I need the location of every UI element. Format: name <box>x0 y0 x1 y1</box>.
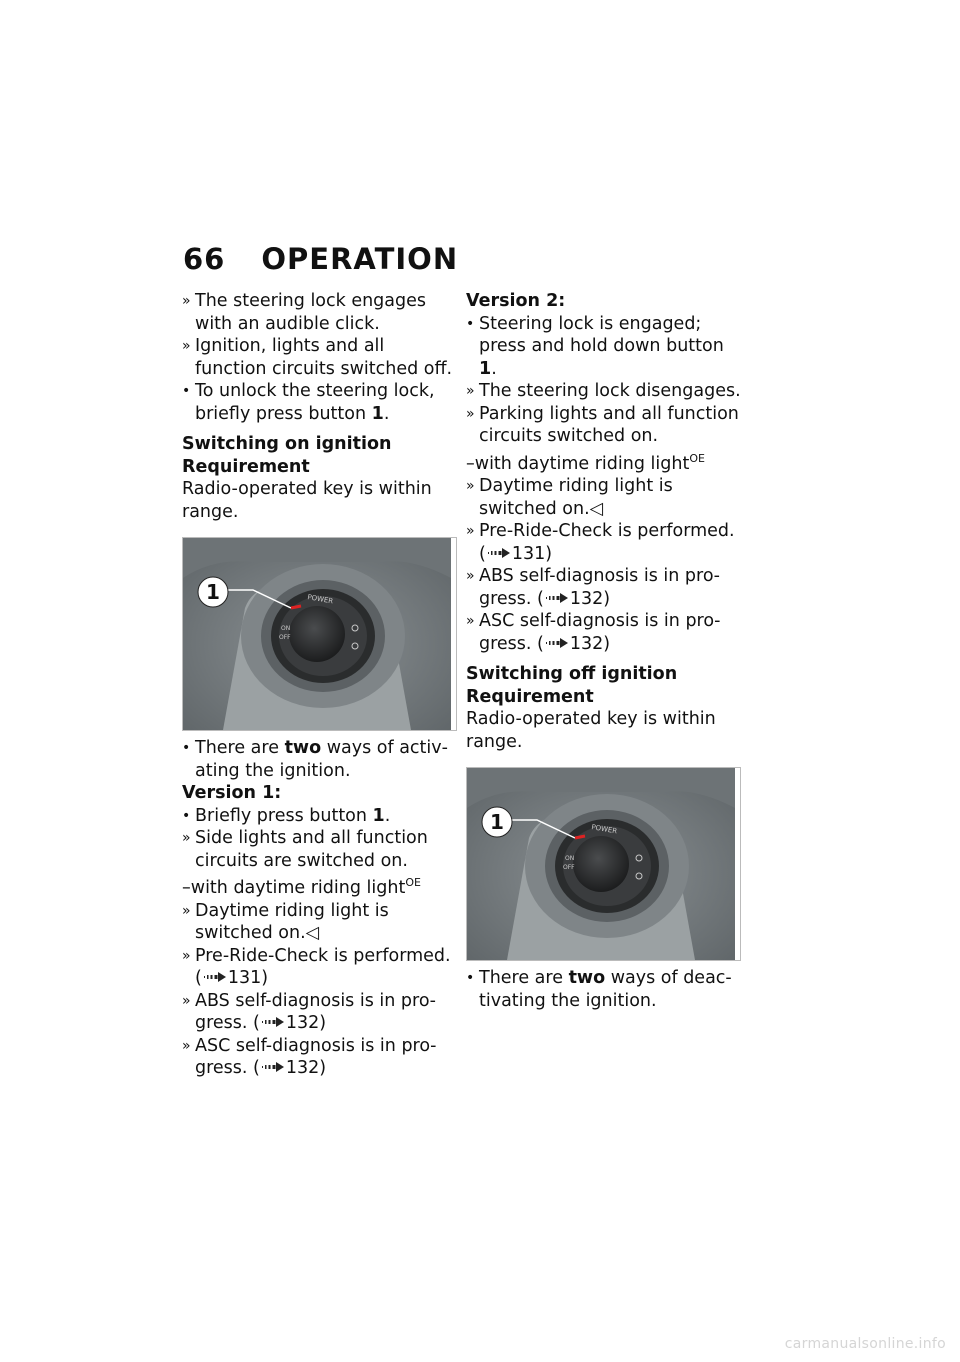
page-ref[interactable]: 132 <box>285 1058 320 1078</box>
section-heading: Switching on ignition <box>182 434 392 454</box>
list-item-text: The steering lock disengages. <box>479 381 741 401</box>
list-item-text <box>479 967 741 1012</box>
off-label: OFF <box>563 864 575 871</box>
page-ref-arrow-icon <box>260 1015 286 1029</box>
result-marker: » <box>466 478 475 494</box>
power-label: POWER <box>590 823 618 836</box>
page-ref-arrow-icon <box>260 1060 286 1074</box>
text-run: Daytime riding light is switched on. <box>195 900 389 943</box>
result-marker: » <box>466 383 475 399</box>
condition-text: –with daytime riding light <box>466 453 690 474</box>
requirement-text: Radio-operated key is within range. <box>182 479 432 522</box>
bullet-marker: • <box>182 740 191 756</box>
ignition-button-illustration <box>183 538 451 730</box>
list-item <box>466 565 741 610</box>
list-item <box>182 827 457 872</box>
bullet-marker: • <box>182 383 191 399</box>
oe-badge: OE <box>405 876 421 889</box>
button-ref: 1 <box>371 403 384 424</box>
page-ref-arrow-icon <box>544 636 570 650</box>
text-run: Pre-Ride-Check is performed. <box>479 521 735 541</box>
result-marker: » <box>466 568 475 584</box>
bullet-marker: • <box>466 315 475 332</box>
power-label: POWER <box>306 593 334 606</box>
list-item <box>466 403 741 448</box>
text-run: . <box>383 403 390 424</box>
page-ref-arrow-icon <box>202 970 228 984</box>
result-marker: » <box>182 902 191 919</box>
result-marker: » <box>182 830 191 846</box>
list-item <box>182 990 457 1035</box>
end-mark: ◁ <box>589 498 604 519</box>
text-run: There are <box>479 968 569 988</box>
text-run: . <box>491 358 497 379</box>
oe-badge: OE <box>689 451 705 465</box>
list-item <box>182 945 457 990</box>
right-column <box>466 290 741 1012</box>
list-item-text <box>479 475 741 520</box>
page-ref[interactable]: 132 <box>285 1013 320 1033</box>
page-header <box>183 242 458 276</box>
text-run: Pre-Ride-Check is performed. <box>195 945 451 966</box>
list-item <box>182 805 457 828</box>
result-marker: » <box>182 338 191 354</box>
button-ref: 1 <box>372 805 385 826</box>
callout-number: 1 <box>490 810 504 834</box>
text-run: There are <box>195 738 285 758</box>
version-2-heading: Version 2: <box>466 291 566 311</box>
requirement-text: Radio-operated key is within range. <box>466 709 716 752</box>
emphasis: two <box>568 968 606 988</box>
list-item <box>182 1035 457 1080</box>
condition-line <box>182 872 457 900</box>
ignition-button-illustration <box>467 768 735 960</box>
button-ref: 1 <box>479 358 492 379</box>
list-item-text: Pre-Ride-Check is performed. ( 131) <box>479 521 735 564</box>
list-item-text: Parking lights and all function circuits switched on. <box>479 403 739 446</box>
page-ref-arrow-icon <box>486 546 512 560</box>
section-title: OPERATION <box>261 242 459 276</box>
list-item <box>182 290 457 335</box>
result-marker: » <box>466 613 475 629</box>
list-item-text <box>479 313 741 381</box>
list-item <box>466 610 741 655</box>
text-run: ways of activating the ignition. <box>195 738 448 781</box>
condition-text: –with daytime riding light <box>182 878 406 898</box>
list-item-text <box>195 380 457 425</box>
on-label: ON <box>281 625 291 632</box>
page-ref[interactable]: 132 <box>569 588 604 609</box>
list-item <box>466 380 741 403</box>
ignition-button-photo <box>182 537 457 731</box>
page-ref[interactable]: 132 <box>569 633 604 654</box>
list-item-text: ABS self-diagnosis is in progress. ( 132) <box>195 990 436 1033</box>
text-run: Daytime riding light is switched on. <box>479 476 673 519</box>
bullet-marker: • <box>182 807 191 824</box>
page-number: 66 <box>183 242 226 276</box>
page-ref-arrow-icon <box>544 591 570 605</box>
watermark-footer: carmanualsonline.info <box>784 1336 946 1352</box>
text-run: Briefly press button <box>195 805 373 826</box>
list-item-text: ABS self-diagnosis is in progress. ( 132) <box>479 566 720 609</box>
result-marker: » <box>182 992 191 1009</box>
result-marker: » <box>182 293 191 309</box>
list-item-text <box>195 805 457 828</box>
text-run: ASC self-diagnosis is in progress. <box>195 1035 437 1078</box>
list-item-text: The steering lock engages with an audible click. <box>195 291 427 334</box>
list-item <box>182 900 457 945</box>
text-run: ways of deactivating the ignition. <box>479 968 732 1011</box>
version-1-heading: Version 1: <box>182 783 282 803</box>
result-marker: » <box>466 523 475 539</box>
result-marker: » <box>466 405 475 422</box>
list-item-text: ASC self-diagnosis is in progress. ( 132) <box>195 1035 437 1078</box>
requirement-label: Requirement <box>182 456 310 477</box>
text-run: Steering lock is engaged; press and hold down button <box>479 313 724 356</box>
list-item <box>466 967 741 1012</box>
text-run: . <box>384 805 391 826</box>
result-marker: » <box>182 947 191 964</box>
text-run: ASC self-diagnosis is in progress. <box>479 611 721 654</box>
list-item-text: Pre-Ride-Check is performed. ( 131) <box>195 945 451 988</box>
list-item <box>182 380 457 425</box>
condition-line <box>466 448 741 476</box>
page-ref[interactable]: 131 <box>511 543 546 564</box>
emphasis: two <box>284 738 322 758</box>
text-run: ABS self-diagnosis is in progress. <box>479 566 720 609</box>
ignition-button-photo <box>466 767 741 961</box>
bullet-marker: • <box>466 970 475 986</box>
list-item <box>466 313 741 381</box>
list-item <box>466 520 741 565</box>
left-column <box>182 290 457 1080</box>
list-item-text: Side lights and all function circuits are switched on. <box>195 828 428 871</box>
section-heading: Switching off ignition <box>466 664 678 684</box>
list-item <box>182 335 457 380</box>
text-run: ABS self-diagnosis is in progress. <box>195 990 436 1033</box>
list-item <box>182 737 457 782</box>
list-item-text <box>195 737 457 782</box>
on-label: ON <box>565 855 575 862</box>
text-run: To unlock the steering lock, briefly press button <box>195 381 435 424</box>
off-label: OFF <box>279 634 291 641</box>
list-item-text: Ignition, lights and all function circuits switched off. <box>195 336 453 379</box>
result-marker: » <box>182 1037 191 1054</box>
list-item <box>466 475 741 520</box>
list-item-text <box>195 900 457 945</box>
callout-number: 1 <box>206 580 220 604</box>
page-ref[interactable]: 131 <box>227 968 262 988</box>
requirement-label: Requirement <box>466 686 594 707</box>
list-item-text: ASC self-diagnosis is in progress. ( 132) <box>479 611 721 654</box>
end-mark: ◁ <box>305 923 320 943</box>
